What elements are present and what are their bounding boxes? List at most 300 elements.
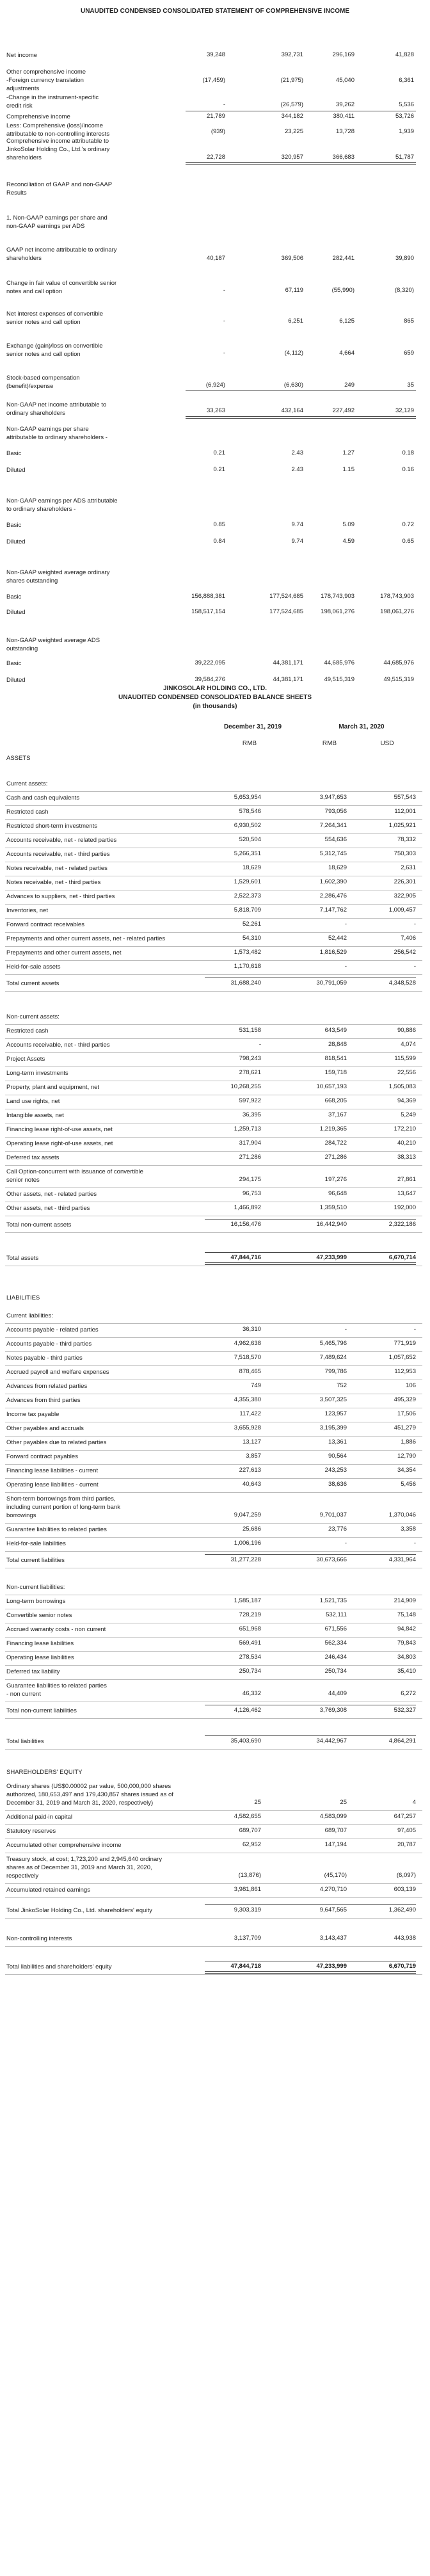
cell: 34,354 [397, 1467, 416, 1474]
cell: 178,743,903 [380, 593, 414, 600]
cell: - [344, 921, 347, 928]
cell: 246,434 [324, 1654, 347, 1661]
cell: 520,504 [239, 836, 261, 843]
row-separator [5, 1436, 422, 1437]
cell: 3,143,437 [319, 1935, 347, 1942]
row-label: Operating lease liabilities - current [6, 1481, 99, 1488]
cell: 569,491 [239, 1639, 261, 1646]
row-label: Accounts receivable, net - third parties [6, 1042, 110, 1049]
cell: 27,861 [397, 1176, 416, 1183]
cell: 10,268,255 [230, 1083, 261, 1090]
cell: 282,441 [332, 255, 354, 262]
row-separator [5, 1038, 422, 1039]
cell: 1.15 [342, 466, 354, 473]
cell: 865 [404, 318, 414, 325]
cell: 45,040 [335, 77, 354, 84]
row-separator [5, 991, 422, 992]
row-separator [5, 1232, 422, 1233]
cell: 2,522,373 [234, 892, 261, 899]
cell: 1,585,187 [234, 1597, 261, 1604]
cell: 1,816,529 [319, 949, 347, 956]
row-label: -Change in the instrument-specific credit risk [6, 94, 99, 109]
cell: 1,057,652 [388, 1354, 416, 1361]
cell: 40,643 [242, 1481, 261, 1488]
cell: 44,685,976 [324, 659, 354, 666]
cell: 728,219 [239, 1611, 261, 1618]
cell: 25 [254, 1799, 261, 1806]
cell: 4,962,638 [234, 1340, 261, 1347]
cell: 1,362,490 [388, 1906, 416, 1913]
cell: 17,506 [397, 1410, 416, 1417]
row-separator [5, 1749, 422, 1750]
cell: 1,009,457 [388, 906, 416, 914]
cell: 554,636 [324, 836, 347, 843]
cell: 158,517,154 [191, 608, 225, 615]
cell: 39,890 [395, 255, 414, 262]
cell: 36,395 [242, 1111, 261, 1118]
cell: 67,119 [285, 287, 303, 294]
row-label: Notes payable - third parties [6, 1355, 83, 1362]
cell: 32,129 [395, 407, 414, 414]
cell: 750,303 [394, 850, 416, 857]
row-separator [5, 1165, 422, 1166]
cell: (6,630) [283, 382, 303, 389]
cell: 22,728 [206, 154, 225, 161]
cell: 532,111 [326, 1611, 347, 1618]
cell: 0.85 [213, 521, 225, 528]
row-label: Financing lease right-of-use assets, net [6, 1126, 113, 1133]
cell: 178,743,903 [321, 593, 354, 600]
row-separator [5, 791, 422, 792]
cell: 36,310 [242, 1326, 261, 1333]
cell: 9,647,565 [319, 1906, 347, 1913]
row-separator [5, 1365, 422, 1366]
cell: 5,249 [401, 1111, 416, 1118]
row-separator [5, 1337, 422, 1338]
row-label: Project Assets [6, 1056, 45, 1063]
row-separator [5, 805, 422, 806]
cell: - [413, 1540, 416, 1547]
cell: 271,286 [239, 1154, 261, 1161]
cell: 7,406 [401, 935, 416, 942]
cell: 380,411 [333, 113, 354, 120]
row-separator [5, 1946, 422, 1947]
cell: 94,842 [397, 1625, 416, 1632]
cell: 651,968 [239, 1625, 261, 1632]
cell: (4,112) [284, 350, 303, 357]
cell: 1,886 [401, 1438, 416, 1445]
row-label: Deferred tax assets [6, 1154, 60, 1161]
cell: 22,556 [397, 1069, 416, 1076]
cell: 294,175 [239, 1176, 261, 1183]
cell: 1,939 [399, 128, 414, 135]
row-separator [5, 1137, 422, 1138]
row-label: Property, plant and equipment, net [6, 1084, 100, 1091]
cell: 94,369 [397, 1097, 416, 1104]
cell: 106 [406, 1382, 416, 1389]
row-label: Ordinary shares (US$0.00002 par value, 500,000,000 shares authorized, 180,653,497 and 179,430,857 shares issued as of December 31, 2019 and March 31, 2020, respectively) [6, 1783, 173, 1807]
row-separator [5, 1537, 422, 1538]
cell: 1,573,482 [234, 949, 261, 956]
row-label: Total current liabilities [6, 1557, 65, 1564]
rule [205, 1219, 416, 1220]
cell: 752 [337, 1382, 347, 1389]
cell: - [223, 287, 225, 294]
row-label: Total non-current assets [6, 1221, 72, 1228]
double-rule [186, 162, 416, 165]
cell: 33,263 [206, 407, 225, 414]
row-label: Non-controlling interests [6, 1935, 72, 1942]
cell: 3,655,928 [234, 1424, 261, 1431]
cell: - [223, 101, 225, 108]
cell: 1,521,735 [319, 1597, 347, 1604]
cell: 13,647 [397, 1190, 416, 1197]
cell: 78,332 [397, 836, 416, 843]
row-separator [5, 1151, 422, 1152]
cell: 284,722 [324, 1139, 347, 1147]
cell: 7,489,624 [319, 1354, 347, 1361]
cell: 54,310 [242, 935, 261, 942]
row-label: Net interest expenses of convertible senior notes and call option [6, 310, 104, 326]
cell: 47,233,999 [316, 1963, 347, 1970]
row-label: Non-GAAP weighted average ADS outstanding [6, 637, 100, 652]
cell: 53,726 [395, 113, 414, 120]
cell: 31,688,240 [230, 979, 261, 986]
cell: 1.27 [342, 449, 354, 456]
row-separator [5, 974, 422, 975]
cell: 20,787 [397, 1841, 416, 1848]
row-separator [5, 1810, 422, 1811]
rule [205, 1904, 416, 1905]
row-separator [5, 904, 422, 905]
cell: 227,613 [239, 1467, 261, 1474]
cell: 5,465,796 [319, 1340, 347, 1347]
cell: 0.72 [402, 521, 414, 528]
row-label: Treasury stock, at cost; 1,723,200 and 2,945,640 ordinary shares as of December 31, 2019 and March 31, 2020, respectively [6, 1856, 163, 1880]
company-name: JINKOSOLAR HOLDING CO., LTD. [163, 685, 267, 692]
cell: - [223, 350, 225, 357]
row-label: Other payables and accruals [6, 1425, 84, 1432]
cell: 3,195,399 [319, 1424, 347, 1431]
cell: 5,312,745 [319, 850, 347, 857]
cell: 671,556 [324, 1625, 347, 1632]
cell: 51,787 [395, 154, 414, 161]
cell: 4,331,964 [388, 1556, 416, 1563]
cell: (26,579) [280, 101, 303, 108]
row-label: Change in fair value of convertible senior notes and call option [6, 280, 117, 295]
cell: 147,194 [324, 1841, 347, 1848]
cell: (8,320) [394, 287, 414, 294]
row-label: Basic [6, 450, 22, 457]
cell: 3,947,653 [319, 794, 347, 801]
row-label: Other assets, net - related parties [6, 1191, 97, 1198]
cell: 47,233,999 [316, 1254, 347, 1261]
cell: 603,139 [394, 1886, 416, 1893]
cell: 256,542 [394, 949, 416, 956]
cell: 197,276 [324, 1176, 347, 1183]
cell: 13,361 [328, 1438, 347, 1445]
cell: 344,182 [281, 113, 303, 120]
cell: 9,701,037 [319, 1511, 347, 1518]
cell: 1,025,921 [388, 822, 416, 829]
cell: 44,381,171 [273, 676, 303, 683]
cell: 0.18 [402, 449, 414, 456]
cell: 159,718 [324, 1069, 347, 1076]
cell: 49,515,319 [383, 676, 414, 683]
row-separator [5, 1351, 422, 1352]
cell: 112,001 [394, 808, 416, 815]
cell: 322,905 [394, 892, 416, 899]
row-separator [5, 1450, 422, 1451]
cell: 123,957 [324, 1410, 347, 1417]
row-separator [5, 1052, 422, 1053]
row-separator [5, 946, 422, 947]
cell: 0.21 [213, 466, 225, 473]
row-label: Accumulated other comprehensive income [6, 1842, 122, 1849]
cell: 37,167 [328, 1111, 347, 1118]
row-label: Restricted short-term investments [6, 823, 98, 830]
row-separator [5, 1492, 422, 1493]
row-separator [5, 1478, 422, 1479]
cell: 156,888,381 [191, 593, 225, 600]
row-label: Advances to suppliers, net - third parties [6, 893, 115, 900]
cell: 44,409 [328, 1690, 347, 1697]
row-label: Income tax payable [6, 1411, 60, 1418]
cell: 3,358 [401, 1525, 416, 1533]
row-label: Current liabilities: [6, 1312, 53, 1319]
row-label: SHAREHOLDERS' EQUITY [6, 1769, 83, 1776]
rule [186, 390, 416, 391]
row-label: Advances from related parties [6, 1383, 88, 1390]
cell: 7,264,341 [319, 822, 347, 829]
cell: 557,543 [394, 794, 416, 801]
cell: 46,332 [242, 1690, 261, 1697]
row-label: Non-GAAP earnings per share attributable to ordinary shareholders - [6, 426, 107, 441]
cell: 5,266,351 [234, 850, 261, 857]
row-label: Non-current liabilities: [6, 1584, 65, 1591]
cell: 25 [340, 1799, 347, 1806]
cell: 6,272 [401, 1690, 416, 1697]
cell: 0.21 [213, 449, 225, 456]
row-separator [5, 1824, 422, 1825]
row-label: Guarantee liabilities to related parties - non current [6, 1682, 107, 1698]
cell: 34,803 [397, 1654, 416, 1661]
cell: 818,541 [324, 1055, 347, 1062]
cell: 2.43 [291, 466, 303, 473]
cell: 192,000 [394, 1204, 416, 1211]
cell: 7,518,570 [234, 1354, 261, 1361]
cell: 90,886 [397, 1027, 416, 1034]
cell: 117,422 [239, 1410, 261, 1417]
row-label: Less: Comprehensive (loss)/income attributable to non-controlling interests [6, 122, 110, 138]
cell: 177,524,685 [269, 608, 303, 615]
cell: 39,262 [335, 101, 354, 108]
row-label: Diluted [6, 538, 26, 545]
cell: 6,930,502 [234, 822, 261, 829]
cell: 296,169 [332, 51, 354, 58]
row-label: Comprehensive income attributable to JinkoSolar Holding Co., Ltd.'s ordinary shareholders [6, 138, 110, 161]
cell: 115,599 [394, 1055, 416, 1062]
cell: 668,205 [324, 1097, 347, 1104]
row-label: Other payables due to related parties [6, 1439, 107, 1446]
cell: 214,909 [394, 1597, 416, 1604]
row-label: Accounts receivable, net - third parties [6, 851, 110, 858]
cell: 799,786 [324, 1368, 347, 1375]
row-label: Comprehensive income [6, 113, 70, 120]
cell: 320,957 [281, 154, 303, 161]
row-label: Non-GAAP earnings per ADS attributable to ordinary shareholders - [6, 497, 118, 513]
cell: 34,442,967 [316, 1737, 347, 1744]
cell: 4,348,528 [388, 979, 416, 986]
row-label: Other comprehensive income -Foreign currency translation adjustments [6, 68, 86, 92]
cell: - [413, 1326, 416, 1333]
row-label: Stock-based compensation (benefit)/expense [6, 374, 80, 390]
cell: 250,734 [239, 1668, 261, 1675]
row-separator [5, 1187, 422, 1188]
cell: (55,990) [331, 287, 354, 294]
cell: 18,629 [328, 864, 347, 871]
cell: 1,466,892 [234, 1204, 261, 1211]
row-label: Current assets: [6, 780, 48, 787]
row-label: Total JinkoSolar Holding Co., Ltd. shareholders' equity [6, 1907, 152, 1914]
cell: 90,564 [328, 1453, 347, 1460]
cell: - [413, 921, 416, 928]
cell: 366,683 [332, 154, 354, 161]
row-separator [5, 1918, 422, 1919]
row-label: Prepayments and other current assets, net - related parties [6, 935, 166, 942]
row-label: Notes receivable, net - related parties [6, 865, 107, 872]
cell: 597,922 [239, 1097, 261, 1104]
cell: 4,664 [339, 350, 354, 357]
row-label: Non-GAAP weighted average ordinary shares outstanding [6, 569, 110, 584]
cell: 562,334 [324, 1639, 347, 1646]
cell: 432,164 [281, 407, 303, 414]
row-label: Accrued payroll and welfare expenses [6, 1369, 109, 1376]
cell: 5,456 [401, 1481, 416, 1488]
cell: 4,864,291 [388, 1737, 416, 1744]
cell: 49,515,319 [324, 676, 354, 683]
cell: 44,381,171 [273, 659, 303, 666]
row-separator [5, 918, 422, 919]
currency-label: RMB [242, 740, 257, 747]
row-label: Forward contract receivables [6, 921, 84, 928]
cell: 97,405 [397, 1827, 416, 1834]
cell: 4,074 [401, 1041, 416, 1048]
cell: 226,301 [394, 878, 416, 885]
cell: 9.74 [291, 521, 303, 528]
cell: 28,848 [328, 1041, 347, 1048]
cell: (6,097) [396, 1872, 416, 1879]
cell: 689,707 [324, 1827, 347, 1834]
cell: 5.09 [342, 521, 354, 528]
row-separator [5, 1523, 422, 1524]
cell: 243,253 [324, 1467, 347, 1474]
row-separator [5, 833, 422, 834]
cell: 198,061,276 [380, 608, 414, 615]
row-label: Exchange (gain)/loss on convertible senior notes and call option [6, 342, 103, 358]
cell: 39,222,095 [195, 659, 225, 666]
row-separator [5, 932, 422, 933]
cell: 96,753 [242, 1190, 261, 1197]
cell: 531,158 [239, 1027, 261, 1034]
row-label: Accounts receivable, net - related parties [6, 837, 117, 844]
cell: 771,919 [394, 1340, 416, 1347]
row-label: Held-for-sale liabilities [6, 1540, 66, 1547]
row-label: Inventories, net [6, 907, 48, 914]
cell: 41,828 [395, 51, 414, 58]
row-label: Basic [6, 593, 22, 600]
row-label: Operating lease liabilities [6, 1654, 74, 1661]
column-header-mar-2020: March 31, 2020 [338, 723, 385, 730]
cell: 5,536 [399, 101, 414, 108]
cell: 112,953 [394, 1368, 416, 1375]
cell: 2,322,186 [388, 1221, 416, 1228]
cell: 16,442,940 [316, 1221, 347, 1228]
currency-label: RMB [322, 740, 337, 747]
row-label: Net income [6, 52, 38, 59]
cell: (13,876) [238, 1872, 261, 1879]
rule [205, 1252, 416, 1253]
cell: 40,210 [397, 1139, 416, 1147]
cell: 1,529,601 [234, 878, 261, 885]
cell: 443,938 [394, 1935, 416, 1942]
cell: 317,904 [239, 1139, 261, 1147]
rule [205, 1735, 416, 1736]
cell: 39,248 [206, 51, 225, 58]
row-label: Operating lease right-of-use assets, net [6, 1140, 113, 1147]
cell: 647,257 [394, 1813, 416, 1820]
double-rule [205, 1971, 416, 1974]
cell: 44,685,976 [383, 659, 414, 666]
row-separator [5, 1464, 422, 1465]
row-label: Diluted [6, 677, 26, 684]
double-rule [186, 416, 416, 419]
row-label: Total current assets [6, 980, 60, 987]
cell: 271,286 [324, 1154, 347, 1161]
cell: 23,225 [284, 128, 303, 135]
cell: 643,549 [324, 1027, 347, 1034]
double-rule [205, 1262, 416, 1265]
cell: 16,156,476 [230, 1221, 261, 1228]
cell: 1,170,618 [234, 963, 261, 970]
cell: 5,818,709 [234, 906, 261, 914]
cell: 2,286,476 [319, 892, 347, 899]
row-label: Convertible senior notes [6, 1612, 72, 1619]
row-label: Non-current assets: [6, 1013, 60, 1020]
cell: 495,329 [394, 1396, 416, 1403]
cell: 3,769,308 [319, 1707, 347, 1714]
cell: 749 [251, 1382, 261, 1389]
cell: 278,534 [239, 1654, 261, 1661]
row-separator [5, 1718, 422, 1719]
cell: 5,653,954 [234, 794, 261, 801]
row-label: Accounts payable - third parties [6, 1340, 92, 1348]
row-separator [5, 1637, 422, 1638]
cell: 21,789 [206, 113, 225, 120]
cell: 4,583,099 [319, 1813, 347, 1820]
cell: 1,259,713 [234, 1125, 261, 1132]
row-label: Financing lease liabilities [6, 1640, 74, 1647]
cell: 369,506 [281, 255, 303, 262]
cell: 532,327 [394, 1707, 416, 1714]
row-label: Other assets, net - third parties [6, 1205, 90, 1212]
cell: 177,524,685 [269, 593, 303, 600]
row-label: Restricted cash [6, 1027, 49, 1034]
row-label: Call Option-concurrent with issuance of convertible senior notes [6, 1168, 143, 1184]
row-label: Diluted [6, 609, 26, 616]
row-label: GAAP net income attributable to ordinary shareholders [6, 246, 117, 262]
cell: 13,127 [242, 1438, 261, 1445]
